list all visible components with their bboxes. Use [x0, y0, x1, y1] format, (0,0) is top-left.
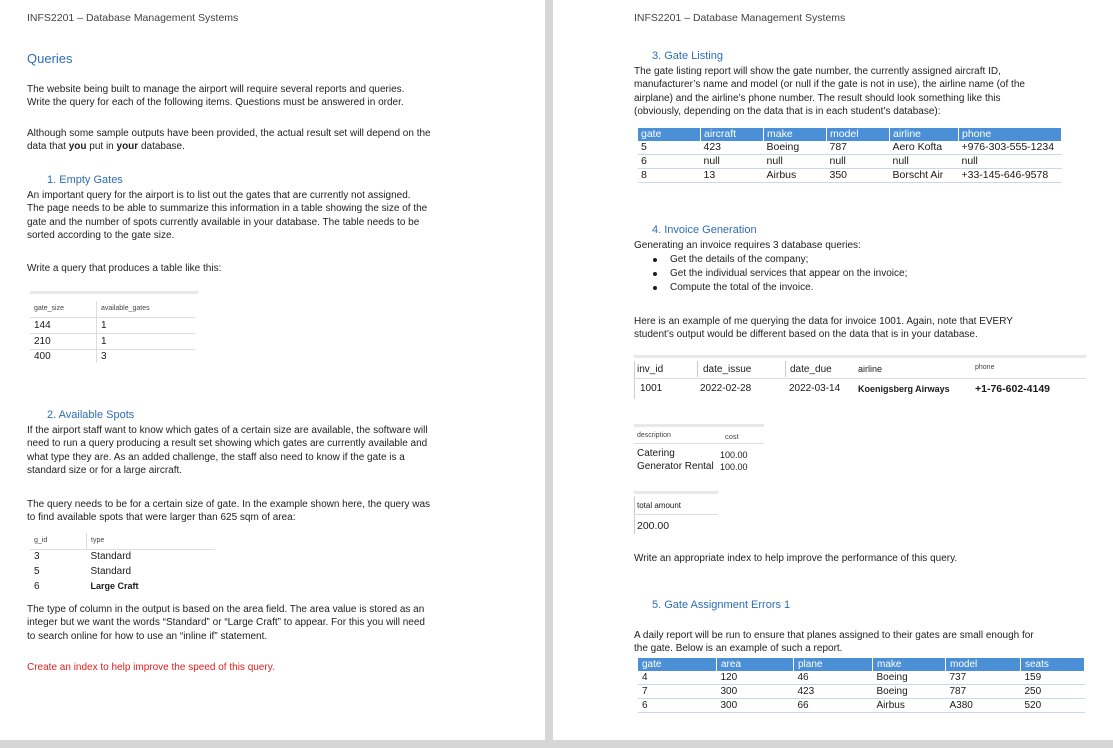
q1-heading: 1. Empty Gates [47, 174, 123, 186]
table-top-rule [634, 355, 1086, 358]
service-cost: 100.00 [720, 462, 748, 472]
column-header: model [946, 658, 1021, 671]
column-header: gate [638, 658, 717, 671]
text-line: student’s output would be different based on the data that is in your database. [634, 329, 978, 341]
column-divider [697, 361, 698, 377]
q4-bullet: Compute the total of the invoice. [670, 282, 814, 293]
text-line: airplane) and the airline’s phone number. The result should look something like this [634, 92, 1001, 104]
q5-gate-errors-table [638, 658, 1085, 713]
text-line: Here is an example of me querying the data for invoice 1001. Again, note that EVERY [634, 316, 1013, 327]
page-header: INFS2201 – Database Management Systems [27, 12, 239, 24]
table-left-rule [634, 361, 635, 399]
column-header: model [827, 128, 890, 141]
text-line: The gate listing report will show the gate number, the currently assigned aircraft ID, [634, 66, 1001, 77]
q5-body [634, 629, 1034, 656]
invoice-header-date-due: date_due [790, 364, 832, 375]
q4-index-note: Write an appropriate index to help improve the performance of this query. [634, 553, 958, 564]
table-row: 144 1 [30, 317, 195, 333]
q4-bullet: Get the individual services that appear on the invoice; [670, 268, 908, 279]
header-rule [634, 378, 1086, 379]
table-left-rule [634, 496, 635, 534]
text-line: Write the query for each of the following items. Questions must be answered in order. [27, 97, 404, 109]
q3-body [634, 65, 1025, 118]
table-row: 6 null null null null null [638, 155, 1062, 169]
text-line: data that you put in your database. [27, 141, 185, 153]
text-line: what type they are. As an added challenge, the staff also need to know if the gate is a [27, 451, 405, 463]
q5-heading: 5. Gate Assignment Errors 1 [652, 599, 791, 611]
total-amount-header: total amount [637, 501, 682, 510]
column-divider [785, 361, 786, 377]
column-header: make [873, 658, 946, 671]
intro-paragraph [27, 83, 404, 110]
page-header: INFS2201 – Database Management Systems [634, 12, 846, 24]
invoice-phone: +1-76-602-4149 [975, 383, 1051, 395]
invoice-airline: Koenigsberg Airways [858, 384, 950, 394]
q4-heading: 4. Invoice Generation [652, 224, 757, 236]
column-header: area [717, 658, 794, 671]
column-header: aircraft [701, 128, 764, 141]
invoice-date-issue: 2022-02-28 [700, 383, 752, 394]
column-header: g_id [34, 537, 48, 545]
q2-body [27, 424, 428, 477]
text-line: standard size or for a large aircraft. [27, 464, 183, 476]
text-line: to find available spots that were larger than 625 sqm of area: [27, 512, 296, 524]
service-description: Catering [637, 448, 675, 459]
table-row: 210 1 [30, 333, 195, 349]
text-line: (obviously, depending on the data that is in each student’s database): [634, 105, 941, 117]
document-page-left [0, 0, 545, 740]
column-header: phone [959, 128, 1062, 141]
text-line: Although some sample outputs have been provided, the actual result set will depend on the [27, 128, 431, 139]
q4-body [634, 315, 1013, 342]
column-header: airline [890, 128, 959, 141]
invoice-date-due: 2022-03-14 [789, 383, 841, 394]
invoice-header-phone: phone [975, 364, 995, 371]
table-top-rule [634, 491, 718, 494]
invoice-inv-id: 1001 [640, 383, 663, 394]
bullet-icon [653, 272, 657, 276]
service-cost: 100.00 [720, 450, 748, 460]
note-paragraph [27, 127, 431, 154]
table-top-rule [634, 424, 764, 427]
text-line: gate and the number of spots currently available in your database. The table needs to be [27, 216, 420, 228]
table-row: 3 Standard [34, 551, 132, 563]
text-line: The page needs to be able to summarize this information in a table showing the size of the [27, 203, 428, 215]
bullet-icon [653, 258, 657, 262]
q2-body-3 [27, 603, 425, 643]
services-header-description: description [637, 432, 671, 439]
text-line: to search online for how to use an “inline if” statement. [27, 630, 268, 642]
column-header: type [87, 533, 216, 549]
text-line: integer but we want the words “Standard” or “Large Craft” to appear. For this you will need [27, 617, 425, 629]
column-header: plane [794, 658, 873, 671]
column-header: seats [1021, 658, 1085, 671]
column-header: gate [638, 128, 701, 141]
table-row: 4 120 46 Boeing 737 159 [638, 671, 1085, 685]
header-rule [634, 514, 718, 515]
q2-body-2 [27, 498, 430, 525]
text-line: The type of column in the output is based on the area field. The area value is stored as an [27, 604, 425, 615]
service-description: Generator Rental [637, 461, 714, 472]
text-line: An important query for the airport is to list out the gates that are currently not assigned. [27, 190, 411, 201]
q4-lead: Generating an invoice requires 3 database queries: [634, 240, 861, 251]
bullet-icon [653, 286, 657, 290]
text-line: need to run a query producing a result set showing which gates are currently available and [27, 438, 428, 450]
column-header: gate_size [34, 305, 64, 313]
header-rule [634, 443, 764, 444]
text-line: the gate. Below is an example of such a report. [634, 643, 843, 655]
text-line: manufacturer’s name and model (or null if the gate is not in use), the airline name (of the [634, 79, 1025, 91]
table-row: 8 13 Airbus 350 Borscht Air +33-145-646-9578 [638, 169, 1062, 183]
invoice-header-airline: airline [858, 364, 883, 374]
invoice-header-date-issue: date_issue [703, 364, 752, 375]
text-line: A daily report will be run to ensure that planes assigned to their gates are small enough for [634, 630, 1034, 641]
q1-body [27, 189, 427, 242]
table-row: 400 3 [30, 349, 195, 363]
q2-heading: 2. Available Spots [47, 409, 135, 421]
table-row: 6 300 66 Airbus A380 520 [638, 699, 1085, 713]
q2-result-table [30, 533, 215, 593]
column-header: available_gates [97, 301, 196, 317]
text-line: The query needs to be for a certain size of gate. In the example shown here, the query was [27, 499, 431, 510]
table-row: 6 Large Craft [34, 580, 139, 592]
services-header-cost: cost [725, 432, 739, 441]
table-row: 5 Standard [34, 566, 132, 577]
q1-write: Write a query that produces a table like this: [27, 263, 222, 274]
invoice-header-inv-id: inv_id [637, 364, 664, 375]
q3-gate-listing-table [638, 128, 1062, 183]
total-amount-value: 200.00 [637, 520, 670, 532]
q4-bullet: Get the details of the company; [670, 254, 809, 265]
table-row: 7 300 423 Boeing 787 250 [638, 685, 1085, 699]
table-row: 5 423 Boeing 787 Aero Kofta +976-303-555-1234 [638, 141, 1062, 155]
section-title: Queries [27, 51, 73, 66]
q3-heading: 3. Gate Listing [652, 50, 723, 62]
q2-index-note: Create an index to help improve the speed of this query. [27, 662, 275, 673]
text-line: sorted according to the gate size. [27, 229, 175, 241]
document-page-right [553, 0, 1113, 740]
column-header: make [764, 128, 827, 141]
table-top-rule [30, 291, 198, 294]
text-line: The website being built to manage the airport will require several reports and queries. [27, 84, 405, 95]
q1-result-table [30, 301, 195, 363]
text-line: If the airport staff want to know which gates of a certain size are available, the software will [27, 425, 428, 436]
